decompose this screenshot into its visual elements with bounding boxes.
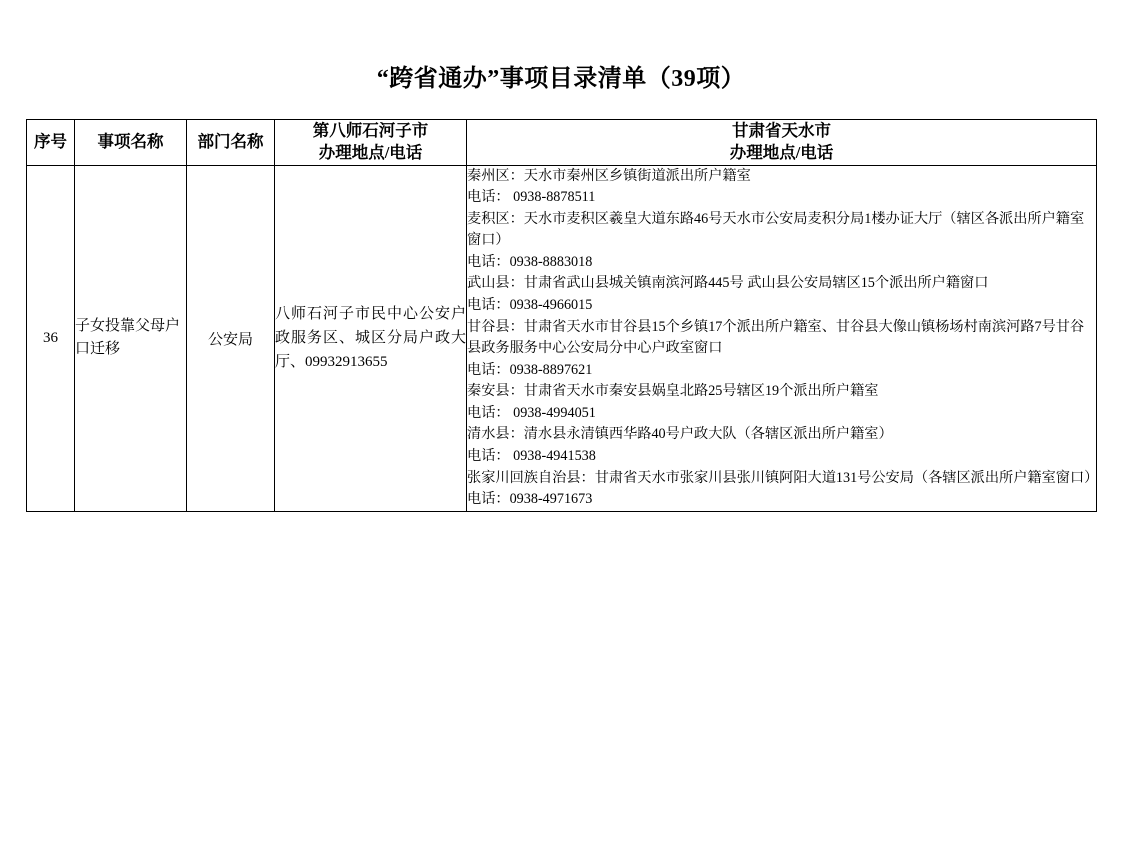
remote-line: 麦积区：天水市麦积区羲皇大道东路46号天水市公安局麦积分局1楼办证大厅（辖区各派出所户籍室窗口）	[467, 210, 1085, 249]
table-header-row	[27, 120, 1097, 166]
remote-line: 电话： 0938-4994051	[467, 404, 596, 421]
remote-line: 张家川回族自治县：甘肃省天水市张家川县张川镇阿阳大道131号公安局（各辖区派出所户籍室窗口）	[467, 469, 1099, 486]
page-title: “跨省通办”事项目录清单（39项）	[376, 66, 746, 92]
column-header-seq: 序号	[27, 120, 75, 166]
cross-province-items-table	[26, 119, 1097, 512]
column-header-local-line2: 办理地点/电话	[318, 143, 423, 163]
table-row	[27, 165, 1097, 511]
remote-line: 电话：0938-8883018	[467, 253, 593, 270]
remote-line: 甘谷县：甘肃省天水市甘谷县15个乡镇17个派出所户籍室、甘谷县大像山镇杨场村南滨河路7号甘谷县政务服务中心公安局分中心户政室窗口	[467, 318, 1085, 357]
cell-local-location: 八师石河子市民中心公安户政服务区、城区分局户政大厅、09932913655	[275, 165, 467, 511]
cell-item-name: 子女投靠父母户口迁移	[75, 165, 187, 511]
remote-line: 电话：0938-8897621	[467, 361, 593, 378]
cell-dept-name: 公安局	[187, 165, 275, 511]
column-header-remote-location	[467, 120, 1097, 166]
remote-line: 电话： 0938-8878511	[467, 189, 596, 206]
column-header-local-location	[275, 120, 467, 166]
cell-seq: 36	[27, 165, 75, 511]
table-header	[27, 120, 1097, 166]
remote-line: 秦州区：天水市秦州区乡镇街道派出所户籍室	[467, 167, 751, 184]
remote-line: 秦安县：甘肃省天水市秦安县娲皇北路25号辖区19个派出所户籍室	[467, 383, 879, 400]
remote-line: 电话：0938-4971673	[467, 491, 593, 508]
column-header-remote-line2: 办理地点/电话	[729, 143, 834, 163]
remote-line: 清水县：清水县永清镇西华路40号户政大队（各辖区派出所户籍室）	[467, 426, 893, 443]
column-header-remote-line1: 甘肃省天水市	[732, 121, 831, 140]
column-header-local-line1: 第八师石河子市	[312, 121, 429, 140]
document-page	[0, 58, 1122, 851]
remote-line: 武山县：甘肃省武山县城关镇南滨河路445号 武山县公安局辖区15个派出所户籍窗口	[467, 275, 989, 292]
column-header-item-name: 事项名称	[75, 120, 187, 166]
remote-line: 电话：0938-4966015	[467, 297, 593, 313]
table-container	[26, 119, 1099, 512]
table-body	[27, 165, 1097, 511]
remote-line: 电话： 0938-4941538	[467, 448, 596, 465]
cell-remote-location	[467, 165, 1097, 511]
column-header-dept-name: 部门名称	[187, 120, 275, 166]
